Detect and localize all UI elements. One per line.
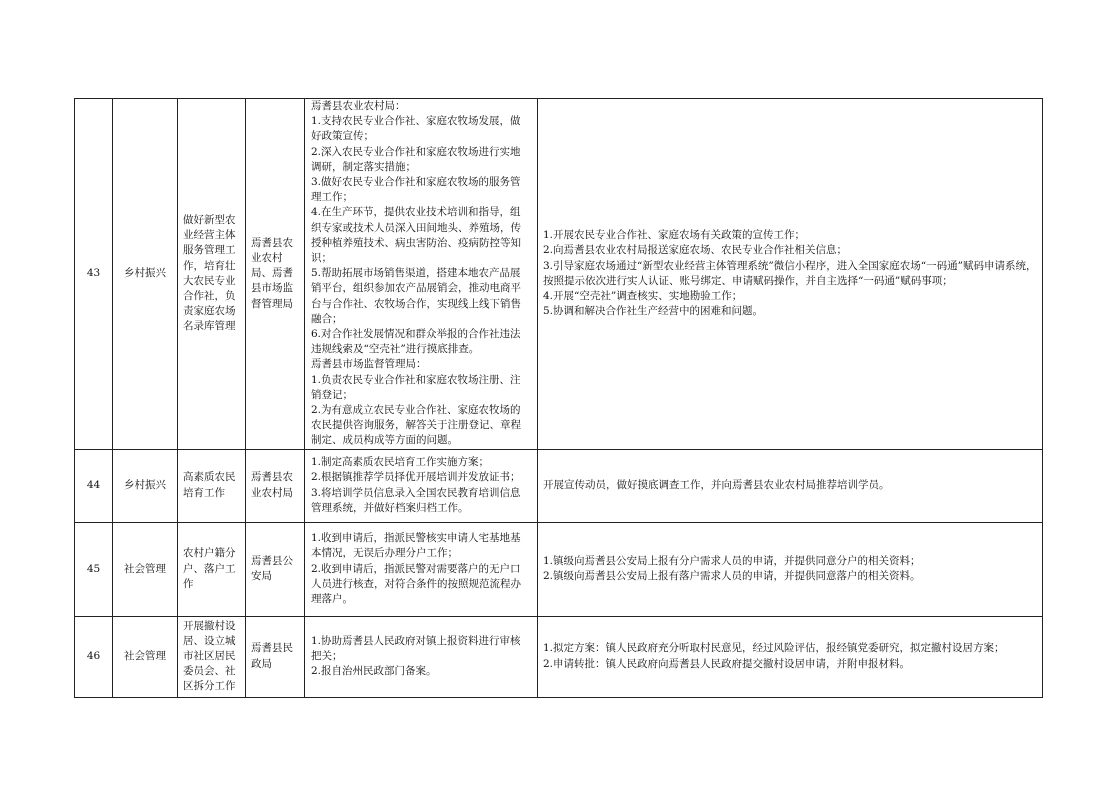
duty-line: 4.在生产环节，提供农业技术培训和指导，组织专家或技术人员深入田间地头、养殖场，传授种植养殖技术、病虫害防治、疫病防控等知识；: [311, 206, 521, 265]
department-cell: 焉耆县农业农村局、焉耆县市场监督管理局: [246, 99, 305, 450]
category-cell: 乡村振兴: [113, 449, 178, 522]
duty-line: 开展宣传动员，做好摸底调查工作，并向焉耆县农业农村局推荐培训学员。: [543, 479, 890, 492]
table-row: [75, 616, 1043, 697]
town-duties-cell: [538, 449, 1043, 522]
county-duties-cell: [305, 616, 538, 697]
duty-line: 2.报自治州民政部门备案。: [311, 665, 437, 678]
department-cell: 焉耆县民政局: [246, 616, 305, 697]
task-cell: 高素质农民培育工作: [178, 449, 246, 522]
duty-line: 4.开展“空壳社”调查核实、实地勘验工作；: [543, 290, 743, 303]
table-row: [75, 522, 1043, 616]
row-number: 46: [75, 616, 113, 697]
duty-line: 1.开展农民专业合作社、家庭农场有关政策的宣传工作；: [543, 229, 806, 242]
town-duties-cell: [538, 616, 1043, 697]
duty-line: 5.帮助拓展市场销售渠道，搭建本地农产品展销平台，组织参加农产品展销会，推动电商平台与合作社、农牧场合作，实现线上线下销售融合；: [311, 267, 521, 325]
duty-line: 1.收到申请后，指派民警核实申请人宅基地基本情况，无误后办理分户工作；: [311, 532, 521, 560]
duty-line: 1.协助焉耆县人民政府对镇上报资料进行审核把关；: [311, 634, 521, 663]
duty-line: 2.根据镇推荐学员择优开展培训并发放证书；: [311, 471, 521, 484]
category-cell: 社会管理: [113, 522, 178, 616]
duty-line: 2.深入农民专业合作社和家庭农牧场进行实地调研，制定落实措施；: [311, 145, 521, 173]
department-cell: 焉耆县农业农村局: [246, 449, 305, 522]
task-cell: 农村户籍分户、落户工作: [178, 522, 246, 616]
responsibility-table: [74, 98, 1043, 698]
table-row: [75, 449, 1043, 522]
task-cell: 做好新型农业经营主体服务管理工作，培育壮大农民专业合作社，负责家庭农场名录库管理: [178, 99, 246, 450]
row-number: 43: [75, 99, 113, 450]
duty-line: 焉耆县市场监督管理局：: [311, 358, 427, 371]
duty-line: 3.将培训学员信息录入全国农民教育培训信息管理系统，并做好档案归档工作。: [311, 486, 521, 514]
table-row: [75, 99, 1043, 450]
duty-line: 2.收到申请后，指派民警对需要落户的无户口人员进行核查，对符合条件的按照规范流程办理落户。: [311, 562, 521, 605]
duty-line: 5.协调和解决合作社生产经营中的困难和问题。: [543, 305, 764, 318]
duty-line: 焉耆县农业农村局：: [311, 100, 406, 112]
row-number: 44: [75, 449, 113, 522]
duty-line: 1.镇级向焉耆县公安局上报有分户需求人员的申请，并提供同意分户的相关资料；: [543, 554, 921, 567]
duty-line: 2.申请转批：镇人民政府向焉耆县人民政府提交撤村设居申请，并附申报材料。: [543, 657, 911, 670]
duty-line: 2.镇级向焉耆县公安局上报有落户需求人员的申请，并提供同意落户的相关资料。: [543, 570, 921, 583]
county-duties-cell: [305, 522, 538, 616]
category-cell: 社会管理: [113, 616, 178, 697]
department-cell: 焉耆县公安局: [246, 522, 305, 616]
county-duties-cell: [305, 99, 538, 450]
duty-line: 3.做好农民专业合作社和家庭农牧场的服务管理工作；: [311, 176, 521, 204]
town-duties-cell: [538, 99, 1043, 450]
duty-line: 3.引导家庭农场通过“新型农业经营主体管理系统”微信小程序，进入全国家庭农场“一码通”赋码申请系统，按照提示依次进行实人认证、账号绑定、申请赋码操作，并自主选择“一码通”赋码事项；: [543, 259, 1037, 287]
duty-line: 1.拟定方案：镇人民政府充分听取村民意见，经过风险评估，报经镇党委研究，拟定撤村设居方案；: [543, 642, 1005, 655]
duty-line: 6.对合作社发展情况和群众举报的合作社违法违规线索及“空壳社”进行摸底排查。: [311, 328, 521, 356]
category-cell: 乡村振兴: [113, 99, 178, 450]
duty-line: 1.制定高素质农民培育工作实施方案；: [311, 456, 490, 469]
duty-line: 2.为有意成立农民专业合作社、家庭农牧场的农民提供咨询服务，解答关于注册登记、章程制定、成员构成等方面的问题。: [311, 404, 521, 447]
duty-line: 2.向焉耆县农业农村局报送家庭农场、农民专业合作社相关信息；: [543, 244, 848, 257]
duty-line: 1.负责农民专业合作社和家庭农牧场注册、注销登记；: [311, 373, 521, 401]
duty-line: 1.支持农民专业合作社、家庭农牧场发展，做好政策宣传；: [311, 115, 521, 143]
row-number: 45: [75, 522, 113, 616]
task-cell: 开展撤村设居、设立城市社区居民委员会、社区拆分工作: [178, 616, 246, 697]
county-duties-cell: [305, 449, 538, 522]
town-duties-cell: [538, 522, 1043, 616]
